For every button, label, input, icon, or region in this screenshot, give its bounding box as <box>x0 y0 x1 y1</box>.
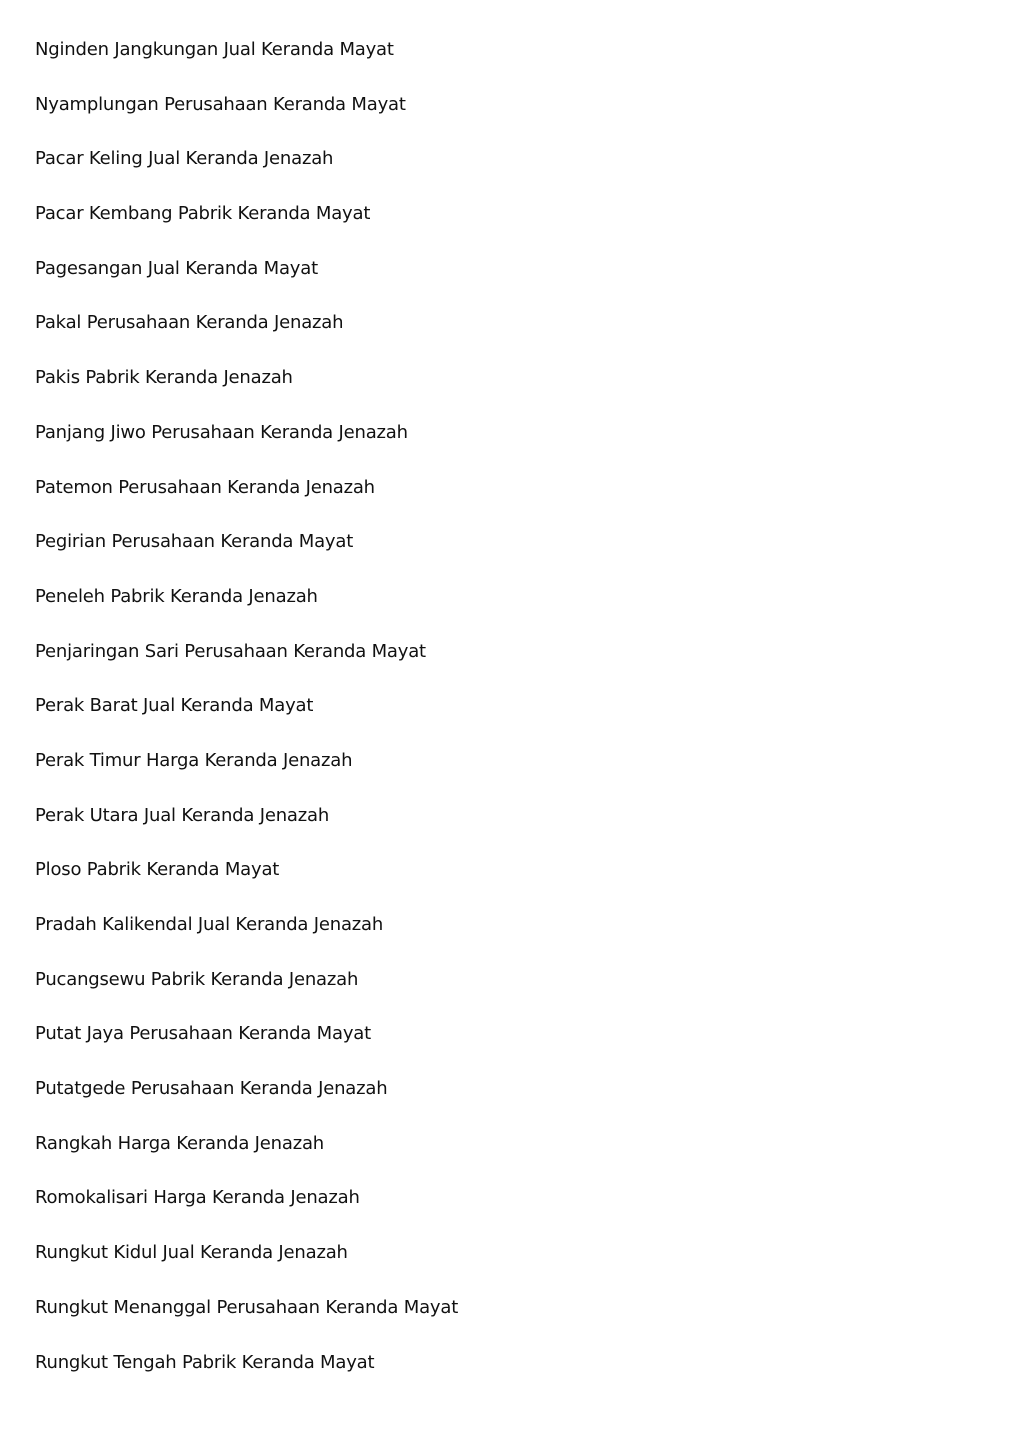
list-item: Romokalisari Harga Keranda Jenazah <box>35 1187 360 1209</box>
list-item: Rungkut Tengah Pabrik Keranda Mayat <box>35 1351 375 1373</box>
list-item: Pacar Kembang Pabrik Keranda Mayat <box>35 203 371 225</box>
list-item: Putat Jaya Perusahaan Keranda Mayat <box>35 1023 371 1045</box>
list-item: Peneleh Pabrik Keranda Jenazah <box>35 585 318 607</box>
list-item: Rungkut Kidul Jual Keranda Jenazah <box>35 1242 348 1264</box>
document-text-list <box>35 37 458 1404</box>
list-item: Pradah Kalikendal Jual Keranda Jenazah <box>35 914 384 935</box>
list-item: Perak Utara Jual Keranda Jenazah <box>35 804 330 826</box>
list-item: Rungkut Menanggal Perusahaan Keranda Mayat <box>35 1296 459 1318</box>
list-item: Pucangsewu Pabrik Keranda Jenazah <box>35 968 359 990</box>
list-item: Pacar Keling Jual Keranda Jenazah <box>35 148 334 170</box>
list-item: Perak Barat Jual Keranda Mayat <box>35 695 314 717</box>
list-item: Pagesangan Jual Keranda Mayat <box>35 257 318 279</box>
list-item: Nyamplungan Perusahaan Keranda Mayat <box>35 93 406 115</box>
list-item: Pakal Perusahaan Keranda Jenazah <box>35 312 344 334</box>
list-item: Putatgede Perusahaan Keranda Jenazah <box>35 1078 388 1100</box>
list-item: Pegirian Perusahaan Keranda Mayat <box>35 531 354 553</box>
list-item: Perak Timur Harga Keranda Jenazah <box>35 749 353 771</box>
list-item: Rangkah Harga Keranda Jenazah <box>35 1132 324 1154</box>
list-item: Ploso Pabrik Keranda Mayat <box>35 859 280 881</box>
list-item: Patemon Perusahaan Keranda Jenazah <box>35 476 375 498</box>
list-item: Nginden Jangkungan Jual Keranda Mayat <box>35 39 394 60</box>
list-item: Panjang Jiwo Perusahaan Keranda Jenazah <box>35 421 408 443</box>
list-item: Penjaringan Sari Perusahaan Keranda Mayat <box>35 640 426 662</box>
list-item: Pakis Pabrik Keranda Jenazah <box>35 367 293 389</box>
